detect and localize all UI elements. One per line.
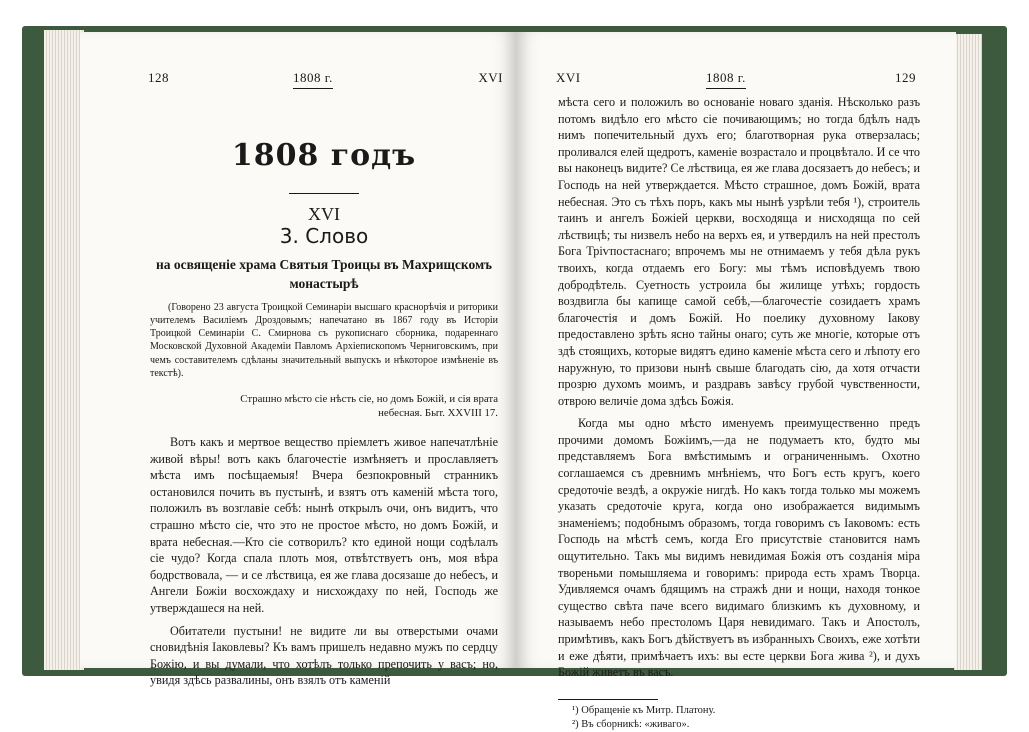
paragraph: Обитатели пустыни! не видите ли вы отверстыми очами сновидѣнія Іаковлевы? Къ вамъ пришелъ недавно мужъ по сердцу Божію, и вы думали, что хотѣлъ только препочить у васъ; но, увидя здѣсь развалины, онъ взялъ отъ каменій <box>150 623 498 688</box>
sermon-subtitle: на освященіе храма Святыя Троицы въ Махрищскомъ монастырѣ <box>155 256 493 291</box>
right-running-title: 1808 г. <box>706 70 746 89</box>
left-content <box>150 98 498 689</box>
footnote: ¹) Обращеніе къ Митр. Платону. <box>572 704 716 716</box>
right-page <box>516 32 956 730</box>
page-edges-right <box>954 34 982 670</box>
right-content <box>558 94 920 732</box>
left-section-mark: XVI <box>478 70 503 85</box>
source-note: (Говорено 23 августа Троицкой Семинаріи высшаго краснорѣчія и риторики учителемъ Василіемъ Дроздовымъ; напечатано въ 1867 году въ Исторіи Троицкой Семинаріи С. Смирнова съ рукописнаго сборника, подареннаго Московской Духовной Академіи Павломъ Архіепископомъ Черниговскимъ, при чемъ составителемъ сдѣланы значительный выпускъ и нѣкоторое измѣненіе въ текстѣ). <box>150 301 498 379</box>
heading-rule <box>289 193 359 194</box>
left-page-number: 128 <box>148 70 169 85</box>
footnote: ²) Въ сборникѣ: «живаго». <box>572 718 690 730</box>
right-section-mark: XVI <box>556 70 581 85</box>
left-running-title: 1808 г. <box>293 70 333 89</box>
year-heading: 1808 годъ <box>231 138 417 173</box>
section-number: XVI <box>308 203 340 224</box>
paragraph: Вотъ какъ и мертвое вещество пріемлетъ живое напечатлѣніе живой вѣры! вотъ какъ благочестіе измѣняетъ и прославляетъ мѣста имъ посѣщаемыя! Вчера безпокровный странникъ остановился почить въ пустынѣ, и взятъ отъ каменій мѣста того, положилъ въ возглавіе себѣ: нынѣ открылъ очи, онъ видитъ, что страшно мѣсто сіе, что это не простое мѣсто, но домъ Божій, и врата небесная.—Кто сіе сотворилъ? кто единой нощи содѣлалъ сіе чудо? Когда спала плоть моя, отвѣтствуетъ онъ, моя вѣра бодрствовала, — и се лѣствица, ея же глава досязаше до небесъ, и Ангели Божіи восхождаху и нисхождаху по ней, Господь же утверждашеся на ней. <box>150 435 498 615</box>
heading-word: 3. Слово <box>279 224 369 249</box>
page-edges-left <box>44 30 84 670</box>
left-page <box>80 32 516 688</box>
footnotes <box>558 699 716 732</box>
paragraph: Когда мы одно мѣсто именуемъ преимущественно предъ прочими домомъ Божіимъ,—да не подумаетъ кто, будто мы представляемъ Бога вмѣстимымъ и ограниченнымъ. Охотно соглашаемся съ древнимъ мнѣніемъ, что Богъ есть кругъ, коего средоточіе вездѣ, а окружіе нигдѣ. Но какъ тогда только мы можемъ указать средоточіе круга, когда оно изображается видимымъ знаменіемъ; подобнымъ образомъ, тогда говоримъ съ Іаковомъ: есть Господь на мѣстѣ семъ, когда Его присутствіе становится намъ ощутительно. Такъ мы видимъ невидимая Божія отъ созданія міра твореньми помышляема и говоримъ: природа есть храмъ Творца. Удивляемся очамъ бдящимъ на стражѣ дни и нощи, находя тонкое существо свѣта паче всего видимаго близкимъ къ духовному, и называемъ небо престоломъ Царя невидимаго. Такъ и Апостолъ, примѣтивъ, какъ Богъ дѣйствуетъ въ избранныхъ Своихъ, еже хотѣти и еже дѣяти, примѣчаетъ ихъ: вы есте церкви Бога жива ²), и духъ Божій живетъ въ васъ. <box>558 416 920 680</box>
epigraph: Страшно мѣсто сіе нѣсть сіе, но домъ Божій, и сія врата небесная. Быт. XXVIII 17. <box>240 393 498 419</box>
paragraph: мѣста сего и положилъ во основаніе новаго зданія. Нѣсколько разъ потомъ видѣло его мѣсто сіе почивающимъ; но тогда бдѣлъ надъ нимъ попечительный духъ его; благотворная рука отверзалась; проливался елей щедротъ, каменіе возрастало и процвѣтало. И се что вы наконецъ видите? Се лѣствица, ея же глава досязаетъ до небесъ; и Господь на ней утверждается. Мѣсто страшное, домъ Божій, врата небесная. Это съ тѣхъ поръ, какъ мы нынѣ узрѣли тебя ¹), строитель таинъ и ангелъ Божіей церкви, восходяща и нисходяща по сей лѣствицѣ; ты низвелъ небо на верхъ ея, и утвердилъ на ней престолъ Бога Тріѵпостаснаго; впрочемъ мы не отнимаемъ у тебя дѣла рукъ твоихъ, когда отдаемъ его Богу: мы тѣмъ исповѣдуемъ твою добродѣтель. Суетность устроила бы жилище утѣхъ; гордость воздвигла бы капище самой себѣ,—благочестіе созидаетъ храмъ благочестія и домъ Божій. Но поелику духовному Іакову предоставлено зрѣть ясно тайны онаго; суть же многіе, которые отъ здѣ стоящихъ, которые видятъ едино каменіе мѣста сего и лѣпоту его наружную, то призови нынѣ свыше благодать сію, да хотя отчасти прозрю духомъ моимъ, и раздравъ завѣсу грубой чувственности, отврою величіе дома здѣсь Божія. <box>558 95 920 408</box>
right-page-number: 129 <box>895 70 916 85</box>
